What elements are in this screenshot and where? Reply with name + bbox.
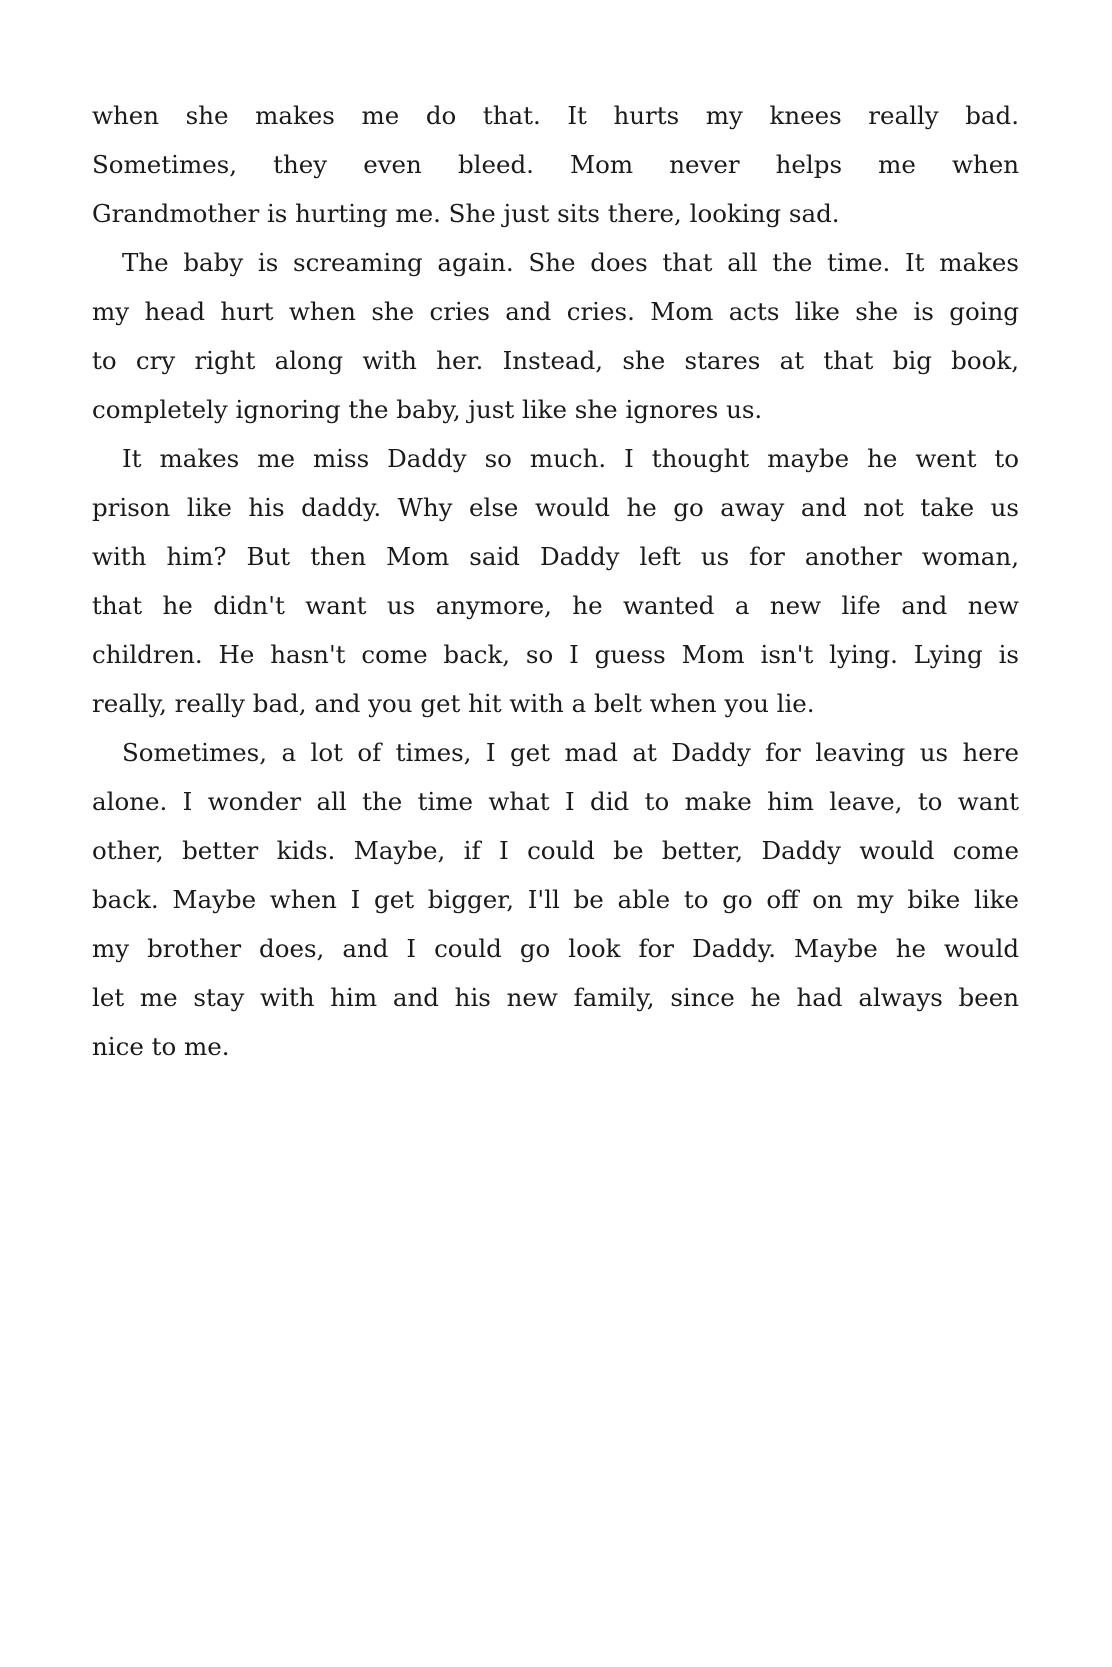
text-line: It makes me miss Daddy so much. I thought maybe he went to	[122, 444, 1019, 473]
text-line: back. Maybe when I get bigger, I'll be able to go off on my bike like	[92, 885, 1019, 914]
text-line: when she makes me do that. It hurts my knees really bad.	[92, 101, 1019, 130]
text-line: really, really bad, and you get hit with a belt when you lie.	[92, 689, 815, 718]
text-line: that he didn't want us anymore, he wanted a new life and new	[92, 591, 1019, 620]
text-line: The baby is screaming again. She does that all the time. It makes	[122, 248, 1019, 277]
text-line: Sometimes, they even bleed. Mom never helps me when	[92, 150, 1019, 179]
paragraph	[92, 91, 1019, 238]
text-line: Sometimes, a lot of times, I get mad at Daddy for leaving us here	[122, 738, 1019, 767]
text-line: completely ignoring the baby, just like she ignores us.	[92, 395, 763, 424]
text-line: my brother does, and I could go look for Daddy. Maybe he would	[92, 934, 1019, 963]
book-page	[92, 91, 1019, 1071]
text-line: children. He hasn't come back, so I guess Mom isn't lying. Lying is	[92, 640, 1019, 669]
paragraph	[92, 728, 1019, 1071]
paragraph	[92, 434, 1019, 728]
text-line: prison like his daddy. Why else would he go away and not take us	[92, 493, 1019, 522]
paragraph	[92, 238, 1019, 434]
text-line: nice to me.	[92, 1032, 230, 1061]
text-line: other, better kids. Maybe, if I could be better, Daddy would come	[92, 836, 1019, 865]
text-line: Grandmother is hurting me. She just sits there, looking sad.	[92, 199, 840, 228]
text-line: alone. I wonder all the time what I did to make him leave, to want	[92, 787, 1019, 816]
text-line: to cry right along with her. Instead, she stares at that big book,	[92, 346, 1019, 375]
text-line: with him? But then Mom said Daddy left us for another woman,	[92, 542, 1019, 571]
text-line: let me stay with him and his new family, since he had always been	[92, 983, 1019, 1012]
text-line: my head hurt when she cries and cries. Mom acts like she is going	[92, 297, 1019, 326]
